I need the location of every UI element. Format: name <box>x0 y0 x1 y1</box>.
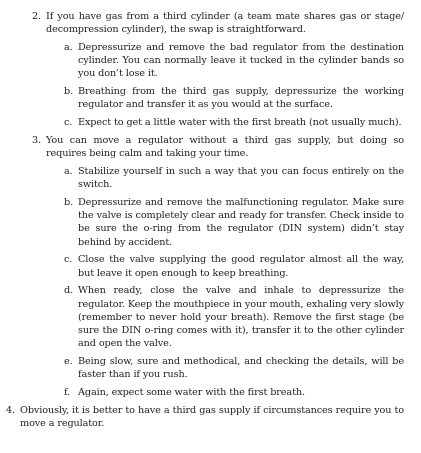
item-letter: c. <box>64 117 73 129</box>
item-text: Obviously, it is better to have a third gas supply if circumstances require you to move a regulator. <box>20 404 404 430</box>
item-text: Breathing from the third gas supply, depressurize the working regulator and transfer it as you would at the surface. <box>78 86 404 111</box>
item-text: If you have gas from a third cylinder (a team mate shares gas or stage/ decompression cylinder), the swap is straightforward. <box>46 11 404 36</box>
list-item-3e <box>64 355 404 381</box>
list-item-2 <box>32 10 404 36</box>
item-text: You can move a regulator without a third gas supply, but doing so requires being calm and taking your time. <box>46 135 404 160</box>
list-item-3a <box>64 165 404 191</box>
item-number: 2. <box>32 11 42 22</box>
item-letter: a. <box>64 42 73 53</box>
item-letter: e. <box>64 356 73 368</box>
item-text: Expect to get a little water with the first breath (not usually much). <box>78 117 402 129</box>
item-text: Depressurize and remove the bad regulator from the destination cylinder. You can normally leave it tucked in the cylinder bands so you don’t lose it. <box>78 42 404 80</box>
list-item-3f <box>64 386 404 399</box>
item-text: Close the valve supplying the good regulator almost all the way, but leave it open enough to keep breathing. <box>78 254 404 279</box>
item-text: When ready, close the valve and inhale to depressurize the regulator. Keep the mouthpiece in your mouth, exhaling very slowly (remember to never hold your breath). Remove the first stage (be sure the DIN o-ring comes with it), transfer it to the other cylinder and open the valve. <box>78 285 404 350</box>
item-text: Being slow, sure and methodical, and checking the details, will be faster than if you rush. <box>78 356 404 381</box>
item-letter: f. <box>64 387 71 399</box>
item-number: 3. <box>32 135 42 146</box>
list-item-3d <box>64 284 404 350</box>
list-item-3 <box>32 134 404 160</box>
list-item-4 <box>6 404 404 430</box>
list-item-2a <box>64 41 404 81</box>
list-item-3b <box>64 196 404 249</box>
list-item-2c <box>64 116 404 129</box>
item-text: Depressurize and remove the malfunctioning regulator. Make sure the valve is completely clear and ready for transfer. Check inside to be sure the o-ring from the regulator (DIN system) didn’t stay behind by accident. <box>78 197 404 248</box>
item-text: Again, expect some water with the first breath. <box>78 387 305 399</box>
item-letter: b. <box>64 86 74 98</box>
list-item-2b <box>64 85 404 111</box>
item-letter: a. <box>64 166 73 177</box>
item-letter: c. <box>64 254 73 266</box>
list-item-3c <box>64 253 404 279</box>
item-letter: d. <box>64 285 74 297</box>
item-letter: b. <box>64 197 74 208</box>
item-text: Stabilize yourself in such a way that you can focus entirely on the switch. <box>78 166 404 191</box>
item-number: 4. <box>6 404 16 416</box>
